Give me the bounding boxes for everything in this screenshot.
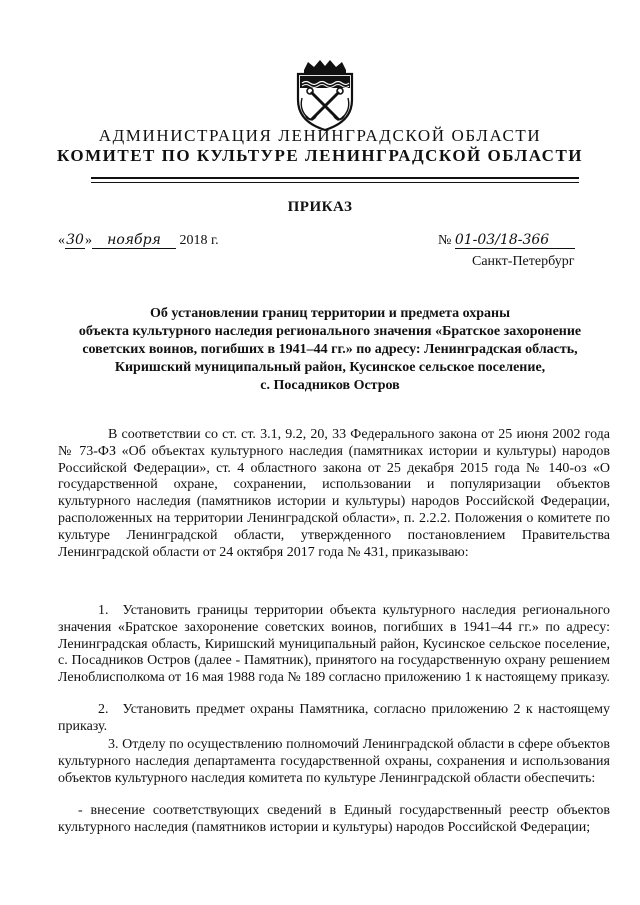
subject-line: Киришский муниципальный район, Кусинское сельское поселение, bbox=[114, 360, 546, 375]
date-year: 2018 г. bbox=[179, 233, 219, 248]
order-number: 01-03/18-366 bbox=[455, 233, 575, 249]
date-month: ноября bbox=[92, 233, 176, 249]
order-city: Санкт-Петербург bbox=[472, 254, 575, 269]
order-date bbox=[58, 233, 219, 249]
order-number-line bbox=[438, 233, 575, 249]
subject-line: советских воинов, погибших в 1941–44 гг.» по адресу: Ленинградская область, bbox=[82, 342, 578, 357]
committee-name: КОМИТЕТ ПО КУЛЬТУРЕ ЛЕНИНГРАДСКОЙ ОБЛАСТИ bbox=[56, 146, 584, 165]
order-item-3: 3. Отделу по осуществлению полномочий Ленинградской области в сфере объектов культурного наследия департамента государственной охраны, сохранения и использования объектов культурного наследия комитета по культуре Ленинградской области обеспечить: bbox=[58, 737, 610, 786]
date-day: 30 bbox=[66, 232, 84, 248]
order-subject bbox=[70, 305, 590, 395]
header-divider-thick bbox=[91, 177, 579, 179]
preamble-paragraph: В соответствии со ст. ст. 3.1, 9.2, 20, 33 Федерального закона от 25 июня 2002 года № 73-ФЗ «Об объектах культурного наследия (памятниках истории и культуры) народов Российской Федерации», ст. 4 областного закона от 25 декабря 2015 года № 140-оз «О государственной охране, сохранении, использовании и популяризации объектов культурного наследия (памятников истории и культуры) народов Российской Федерации, расположенных на территории Ленинградской области», п. 2.2.2. Положения о комитете по культуре Ленинградской области, утвержденного постановлением Правительства Ленинградской области от 24 октября 2017 года № 431, приказываю: bbox=[58, 427, 610, 560]
document-type-title: ПРИКАЗ bbox=[287, 199, 353, 215]
date-open-quote: « bbox=[58, 233, 65, 248]
number-sign: № bbox=[438, 233, 452, 248]
subject-line: объекта культурного наследия регионального значения «Братское захоронение bbox=[78, 324, 582, 339]
order-item-2: 2. Установить предмет охраны Памятника, согласно приложению 2 к настоящему приказу. bbox=[58, 702, 610, 734]
agency-name: АДМИНИСТРАЦИЯ ЛЕНИНГРАДСКОЙ ОБЛАСТИ bbox=[98, 126, 542, 145]
subject-line: Об установлении границ территории и предмета охраны bbox=[149, 306, 511, 321]
subject-line: с. Посадников Остров bbox=[260, 378, 400, 393]
header-divider-thin bbox=[91, 182, 579, 183]
order-item-1: 1. Установить границы территории объекта культурного наследия регионального значения «Братское захоронение советских воинов, погибших в 1941–44 гг.» по адресу: Ленинградская область, Киришский муниципальный район, Кусинское сельское поселение, с. Посадников Остров (далее - Памятник), принятого на государственную охрану решением Леноблисполкома от 16 мая 1988 года № 189 согласно приложению 1 к настоящему приказу. bbox=[58, 603, 610, 686]
date-close-quote: » bbox=[85, 233, 92, 248]
coat-of-arms-emblem bbox=[294, 58, 356, 132]
order-item-3-subitem: - внесение соответствующих сведений в Единый государственный реестр объектов культурного наследия (памятников истории и культуры) народов Российской Федерации; bbox=[58, 803, 610, 835]
